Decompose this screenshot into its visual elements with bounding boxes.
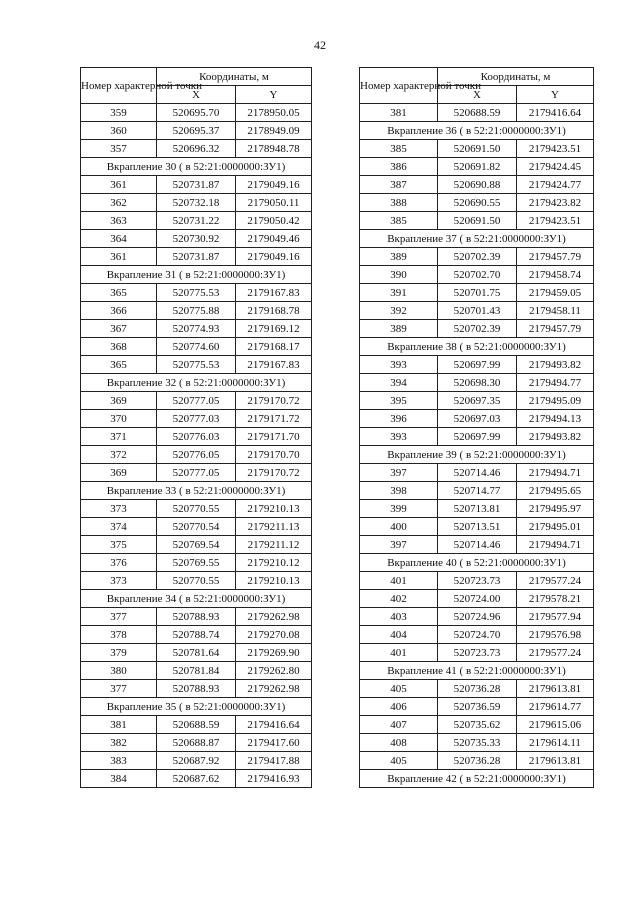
point-number-cell: 400 [360, 518, 438, 536]
point-number-cell: 384 [81, 770, 157, 788]
point-number-cell: 360 [81, 122, 157, 140]
table-row [360, 464, 594, 482]
y-coordinate-cell: 2179262.98 [236, 608, 312, 626]
x-coordinate-cell: 520702.39 [438, 248, 517, 266]
coordinates-table-right [359, 67, 594, 788]
point-number-cell: 396 [360, 410, 438, 428]
point-number-cell: 364 [81, 230, 157, 248]
y-coordinate-cell: 2179167.83 [236, 356, 312, 374]
point-number-cell: 383 [81, 752, 157, 770]
table-row [81, 104, 312, 122]
table-row [81, 626, 312, 644]
y-coordinate-cell: 2179262.98 [236, 680, 312, 698]
y-coordinate-cell: 2179050.11 [236, 194, 312, 212]
y-coordinate-cell: 2179495.09 [517, 392, 594, 410]
x-coordinate-cell: 520724.70 [438, 626, 517, 644]
table-row [81, 212, 312, 230]
x-coordinate-cell: 520774.60 [157, 338, 236, 356]
table-row [81, 734, 312, 752]
y-coordinate-cell: 2179423.82 [517, 194, 594, 212]
x-coordinate-cell: 520732.18 [157, 194, 236, 212]
x-coordinate-cell: 520695.37 [157, 122, 236, 140]
y-coordinate-cell: 2179495.65 [517, 482, 594, 500]
table-row [360, 590, 594, 608]
x-coordinate-cell: 520695.70 [157, 104, 236, 122]
point-number-cell: 392 [360, 302, 438, 320]
table-row [81, 338, 312, 356]
section-row [360, 122, 594, 140]
x-coordinate-cell: 520688.59 [157, 716, 236, 734]
x-coordinate-cell: 520735.62 [438, 716, 517, 734]
point-number-cell: 377 [81, 608, 157, 626]
x-coordinate-cell: 520724.96 [438, 608, 517, 626]
point-number-cell: 367 [81, 320, 157, 338]
table-row [360, 644, 594, 662]
table-row [360, 410, 594, 428]
point-number-cell: 393 [360, 428, 438, 446]
x-coordinate-cell: 520736.59 [438, 698, 517, 716]
x-coordinate-cell: 520701.75 [438, 284, 517, 302]
section-label: Вкрапление 32 ( в 52:21:0000000:ЗУ1) [81, 374, 312, 392]
point-number-cell: 374 [81, 518, 157, 536]
x-coordinate-cell: 520723.73 [438, 572, 517, 590]
table-row [81, 302, 312, 320]
table-row [360, 194, 594, 212]
section-label: Вкрапление 34 ( в 52:21:0000000:ЗУ1) [81, 590, 312, 608]
y-coordinate-cell: 2179494.71 [517, 536, 594, 554]
x-coordinate-cell: 520714.77 [438, 482, 517, 500]
x-coordinate-cell: 520777.05 [157, 392, 236, 410]
table-row [81, 680, 312, 698]
point-number-cell: 365 [81, 284, 157, 302]
y-coordinate-cell: 2179210.13 [236, 500, 312, 518]
x-coordinate-cell: 520735.33 [438, 734, 517, 752]
section-row [81, 590, 312, 608]
point-number-cell: 371 [81, 428, 157, 446]
x-coordinate-cell: 520691.50 [438, 212, 517, 230]
section-label: Вкрапление 36 ( в 52:21:0000000:ЗУ1) [360, 122, 594, 140]
x-coordinate-cell: 520691.82 [438, 158, 517, 176]
table-row [81, 410, 312, 428]
x-coordinate-cell: 520691.50 [438, 140, 517, 158]
y-coordinate-cell: 2179424.77 [517, 176, 594, 194]
table-row [81, 752, 312, 770]
table-row [360, 104, 594, 122]
point-number-cell: 405 [360, 680, 438, 698]
y-coordinate-cell: 2179495.01 [517, 518, 594, 536]
table-row [360, 284, 594, 302]
x-coordinate-cell: 520774.93 [157, 320, 236, 338]
y-coordinate-cell: 2179171.72 [236, 410, 312, 428]
x-coordinate-cell: 520775.53 [157, 356, 236, 374]
point-number-cell: 369 [81, 392, 157, 410]
point-number-cell: 380 [81, 662, 157, 680]
table-row [81, 716, 312, 734]
table-row [360, 428, 594, 446]
section-label: Вкрапление 33 ( в 52:21:0000000:ЗУ1) [81, 482, 312, 500]
table-row [360, 176, 594, 194]
y-coordinate-cell: 2179050.42 [236, 212, 312, 230]
y-coordinate-cell: 2179417.88 [236, 752, 312, 770]
y-coordinate-cell: 2179577.24 [517, 644, 594, 662]
x-coordinate-cell: 520775.53 [157, 284, 236, 302]
table-row [360, 266, 594, 284]
y-coordinate-cell: 2179049.16 [236, 248, 312, 266]
table-row [81, 554, 312, 572]
y-coordinate-cell: 2179170.72 [236, 464, 312, 482]
point-number-cell: 402 [360, 590, 438, 608]
table-row [81, 122, 312, 140]
point-number-cell: 389 [360, 248, 438, 266]
point-number-cell: 395 [360, 392, 438, 410]
point-number-cell: 403 [360, 608, 438, 626]
y-coordinate-cell: 2178948.78 [236, 140, 312, 158]
x-coordinate-cell: 520781.84 [157, 662, 236, 680]
section-label: Вкрапление 41 ( в 52:21:0000000:ЗУ1) [360, 662, 594, 680]
point-number-cell: 376 [81, 554, 157, 572]
y-coordinate-cell: 2179169.12 [236, 320, 312, 338]
x-coordinate-cell: 520770.54 [157, 518, 236, 536]
table-row [81, 464, 312, 482]
table-row [360, 680, 594, 698]
section-row [360, 446, 594, 464]
x-coordinate-cell: 520687.62 [157, 770, 236, 788]
table-row [360, 374, 594, 392]
point-number-cell: 389 [360, 320, 438, 338]
table-row [360, 482, 594, 500]
y-coordinate-cell: 2179262.80 [236, 662, 312, 680]
y-coordinate-cell: 2179614.11 [517, 734, 594, 752]
table-row [360, 392, 594, 410]
x-coordinate-cell: 520713.51 [438, 518, 517, 536]
x-coordinate-cell: 520696.32 [157, 140, 236, 158]
point-number-cell: 386 [360, 158, 438, 176]
x-coordinate-cell: 520776.03 [157, 428, 236, 446]
y-coordinate-cell: 2178949.09 [236, 122, 312, 140]
table-row [81, 194, 312, 212]
point-number-cell: 357 [81, 140, 157, 158]
point-number-cell: 390 [360, 266, 438, 284]
point-number-cell: 368 [81, 338, 157, 356]
section-label: Вкрапление 31 ( в 52:21:0000000:ЗУ1) [81, 266, 312, 284]
point-number-cell: 406 [360, 698, 438, 716]
point-number-cell: 407 [360, 716, 438, 734]
y-coordinate-cell: 2179168.17 [236, 338, 312, 356]
table-row [81, 284, 312, 302]
table-row [360, 140, 594, 158]
table-row [81, 392, 312, 410]
y-coordinate-cell: 2179577.24 [517, 572, 594, 590]
point-number-cell: 398 [360, 482, 438, 500]
x-coordinate-cell: 520731.87 [157, 248, 236, 266]
table-row [360, 212, 594, 230]
y-coordinate-cell: 2179168.78 [236, 302, 312, 320]
section-row [360, 770, 594, 788]
x-coordinate-cell: 520769.55 [157, 554, 236, 572]
point-number-cell: 404 [360, 626, 438, 644]
point-number-cell: 369 [81, 464, 157, 482]
table-row [81, 356, 312, 374]
point-number-cell: 373 [81, 500, 157, 518]
table-row [81, 320, 312, 338]
y-coordinate-cell: 2179458.11 [517, 302, 594, 320]
y-coordinate-cell: 2179167.83 [236, 284, 312, 302]
point-number-cell: 397 [360, 464, 438, 482]
y-coordinate-cell: 2179578.21 [517, 590, 594, 608]
table-row [360, 248, 594, 266]
y-coordinate-cell: 2179416.64 [236, 716, 312, 734]
y-coordinate-cell: 2179210.12 [236, 554, 312, 572]
y-coordinate-cell: 2179210.13 [236, 572, 312, 590]
x-coordinate-cell: 520731.87 [157, 176, 236, 194]
table-row [360, 536, 594, 554]
point-number-cell: 405 [360, 752, 438, 770]
x-coordinate-cell: 520713.81 [438, 500, 517, 518]
x-coordinate-cell: 520688.87 [157, 734, 236, 752]
point-number-cell: 361 [81, 176, 157, 194]
section-row [81, 698, 312, 716]
point-number-cell: 387 [360, 176, 438, 194]
section-row [360, 554, 594, 572]
y-coordinate-cell: 2179424.45 [517, 158, 594, 176]
y-coordinate-cell: 2179170.70 [236, 446, 312, 464]
y-coordinate-cell: 2179577.94 [517, 608, 594, 626]
section-row [360, 230, 594, 248]
y-coordinate-cell: 2179615.06 [517, 716, 594, 734]
section-label: Вкрапление 39 ( в 52:21:0000000:ЗУ1) [360, 446, 594, 464]
table-row [81, 446, 312, 464]
section-label: Вкрапление 30 ( в 52:21:0000000:ЗУ1) [81, 158, 312, 176]
x-coordinate-cell: 520697.99 [438, 428, 517, 446]
header-y: Y [236, 86, 312, 104]
y-coordinate-cell: 2179416.64 [517, 104, 594, 122]
point-number-cell: 375 [81, 536, 157, 554]
y-coordinate-cell: 2179494.13 [517, 410, 594, 428]
point-number-cell: 401 [360, 572, 438, 590]
point-number-cell: 394 [360, 374, 438, 392]
section-label: Вкрапление 42 ( в 52:21:0000000:ЗУ1) [360, 770, 594, 788]
y-coordinate-cell: 2179049.16 [236, 176, 312, 194]
table-row [81, 662, 312, 680]
table-row [360, 626, 594, 644]
table-row [360, 500, 594, 518]
y-coordinate-cell: 2179613.81 [517, 752, 594, 770]
page-number: 42 [314, 38, 326, 52]
y-coordinate-cell: 2179423.51 [517, 212, 594, 230]
table-row [360, 716, 594, 734]
x-coordinate-cell: 520701.43 [438, 302, 517, 320]
x-coordinate-cell: 520690.88 [438, 176, 517, 194]
section-row [81, 158, 312, 176]
header-point-number: Номер характерной точки [360, 68, 438, 104]
x-coordinate-cell: 520776.05 [157, 446, 236, 464]
point-number-cell: 385 [360, 140, 438, 158]
x-coordinate-cell: 520690.55 [438, 194, 517, 212]
x-coordinate-cell: 520698.30 [438, 374, 517, 392]
header-coordinates: Координаты, м [157, 68, 312, 86]
y-coordinate-cell: 2179211.13 [236, 518, 312, 536]
y-coordinate-cell: 2179495.97 [517, 500, 594, 518]
y-coordinate-cell: 2179457.79 [517, 320, 594, 338]
table-row [81, 248, 312, 266]
y-coordinate-cell: 2179170.72 [236, 392, 312, 410]
y-coordinate-cell: 2179269.90 [236, 644, 312, 662]
point-number-cell: 401 [360, 644, 438, 662]
y-coordinate-cell: 2179171.70 [236, 428, 312, 446]
x-coordinate-cell: 520697.03 [438, 410, 517, 428]
x-coordinate-cell: 520731.22 [157, 212, 236, 230]
y-coordinate-cell: 2179270.08 [236, 626, 312, 644]
point-number-cell: 391 [360, 284, 438, 302]
table-row [360, 356, 594, 374]
table-row [81, 644, 312, 662]
x-coordinate-cell: 520688.59 [438, 104, 517, 122]
coordinates-table-left [80, 67, 312, 788]
point-number-cell: 372 [81, 446, 157, 464]
table-row [81, 572, 312, 590]
x-coordinate-cell: 520724.00 [438, 590, 517, 608]
point-number-cell: 361 [81, 248, 157, 266]
y-coordinate-cell: 2179458.74 [517, 266, 594, 284]
table-row [81, 428, 312, 446]
y-coordinate-cell: 2179417.60 [236, 734, 312, 752]
x-coordinate-cell: 520702.70 [438, 266, 517, 284]
x-coordinate-cell: 520723.73 [438, 644, 517, 662]
x-coordinate-cell: 520770.55 [157, 500, 236, 518]
table-row [360, 734, 594, 752]
point-number-cell: 408 [360, 734, 438, 752]
point-number-cell: 377 [81, 680, 157, 698]
table-row [360, 752, 594, 770]
y-coordinate-cell: 2179049.46 [236, 230, 312, 248]
point-number-cell: 379 [81, 644, 157, 662]
table-row [360, 572, 594, 590]
table-row [81, 230, 312, 248]
x-coordinate-cell: 520697.99 [438, 356, 517, 374]
point-number-cell: 399 [360, 500, 438, 518]
y-coordinate-cell: 2178950.05 [236, 104, 312, 122]
y-coordinate-cell: 2179614.77 [517, 698, 594, 716]
x-coordinate-cell: 520697.35 [438, 392, 517, 410]
x-coordinate-cell: 520777.03 [157, 410, 236, 428]
x-coordinate-cell: 520714.46 [438, 464, 517, 482]
x-coordinate-cell: 520788.93 [157, 680, 236, 698]
x-coordinate-cell: 520769.54 [157, 536, 236, 554]
header-point-number: Номер характерной точки [81, 68, 157, 104]
section-row [360, 338, 594, 356]
y-coordinate-cell: 2179493.82 [517, 428, 594, 446]
table-row [360, 158, 594, 176]
point-number-cell: 382 [81, 734, 157, 752]
table-row [360, 320, 594, 338]
point-number-cell: 385 [360, 212, 438, 230]
x-coordinate-cell: 520702.39 [438, 320, 517, 338]
x-coordinate-cell: 520687.92 [157, 752, 236, 770]
x-coordinate-cell: 520730.92 [157, 230, 236, 248]
table-row [81, 176, 312, 194]
table-row [360, 518, 594, 536]
header-y: Y [517, 86, 594, 104]
point-number-cell: 365 [81, 356, 157, 374]
table-row [81, 518, 312, 536]
section-row [81, 266, 312, 284]
table-row [360, 698, 594, 716]
y-coordinate-cell: 2179459.05 [517, 284, 594, 302]
section-label: Вкрапление 35 ( в 52:21:0000000:ЗУ1) [81, 698, 312, 716]
point-number-cell: 363 [81, 212, 157, 230]
point-number-cell: 388 [360, 194, 438, 212]
table-row [81, 140, 312, 158]
table-row [81, 500, 312, 518]
table-row [81, 608, 312, 626]
y-coordinate-cell: 2179211.12 [236, 536, 312, 554]
x-coordinate-cell: 520736.28 [438, 680, 517, 698]
y-coordinate-cell: 2179423.51 [517, 140, 594, 158]
y-coordinate-cell: 2179457.79 [517, 248, 594, 266]
x-coordinate-cell: 520788.93 [157, 608, 236, 626]
point-number-cell: 370 [81, 410, 157, 428]
section-row [81, 374, 312, 392]
point-number-cell: 397 [360, 536, 438, 554]
point-number-cell: 362 [81, 194, 157, 212]
y-coordinate-cell: 2179613.81 [517, 680, 594, 698]
section-label: Вкрапление 40 ( в 52:21:0000000:ЗУ1) [360, 554, 594, 572]
point-number-cell: 378 [81, 626, 157, 644]
y-coordinate-cell: 2179576.98 [517, 626, 594, 644]
table-row [81, 770, 312, 788]
point-number-cell: 381 [81, 716, 157, 734]
x-coordinate-cell: 520781.64 [157, 644, 236, 662]
point-number-cell: 381 [360, 104, 438, 122]
table-row [360, 302, 594, 320]
y-coordinate-cell: 2179416.93 [236, 770, 312, 788]
point-number-cell: 366 [81, 302, 157, 320]
section-label: Вкрапление 38 ( в 52:21:0000000:ЗУ1) [360, 338, 594, 356]
point-number-cell: 393 [360, 356, 438, 374]
y-coordinate-cell: 2179494.77 [517, 374, 594, 392]
x-coordinate-cell: 520777.05 [157, 464, 236, 482]
table-row [81, 536, 312, 554]
table-row [360, 608, 594, 626]
header-x: X [438, 86, 517, 104]
section-label: Вкрапление 37 ( в 52:21:0000000:ЗУ1) [360, 230, 594, 248]
y-coordinate-cell: 2179493.82 [517, 356, 594, 374]
y-coordinate-cell: 2179494.71 [517, 464, 594, 482]
x-coordinate-cell: 520714.46 [438, 536, 517, 554]
header-x: X [157, 86, 236, 104]
point-number-cell: 359 [81, 104, 157, 122]
section-row [81, 482, 312, 500]
section-row [360, 662, 594, 680]
x-coordinate-cell: 520770.55 [157, 572, 236, 590]
x-coordinate-cell: 520775.88 [157, 302, 236, 320]
header-coordinates: Координаты, м [438, 68, 594, 86]
point-number-cell: 373 [81, 572, 157, 590]
x-coordinate-cell: 520788.74 [157, 626, 236, 644]
x-coordinate-cell: 520736.28 [438, 752, 517, 770]
